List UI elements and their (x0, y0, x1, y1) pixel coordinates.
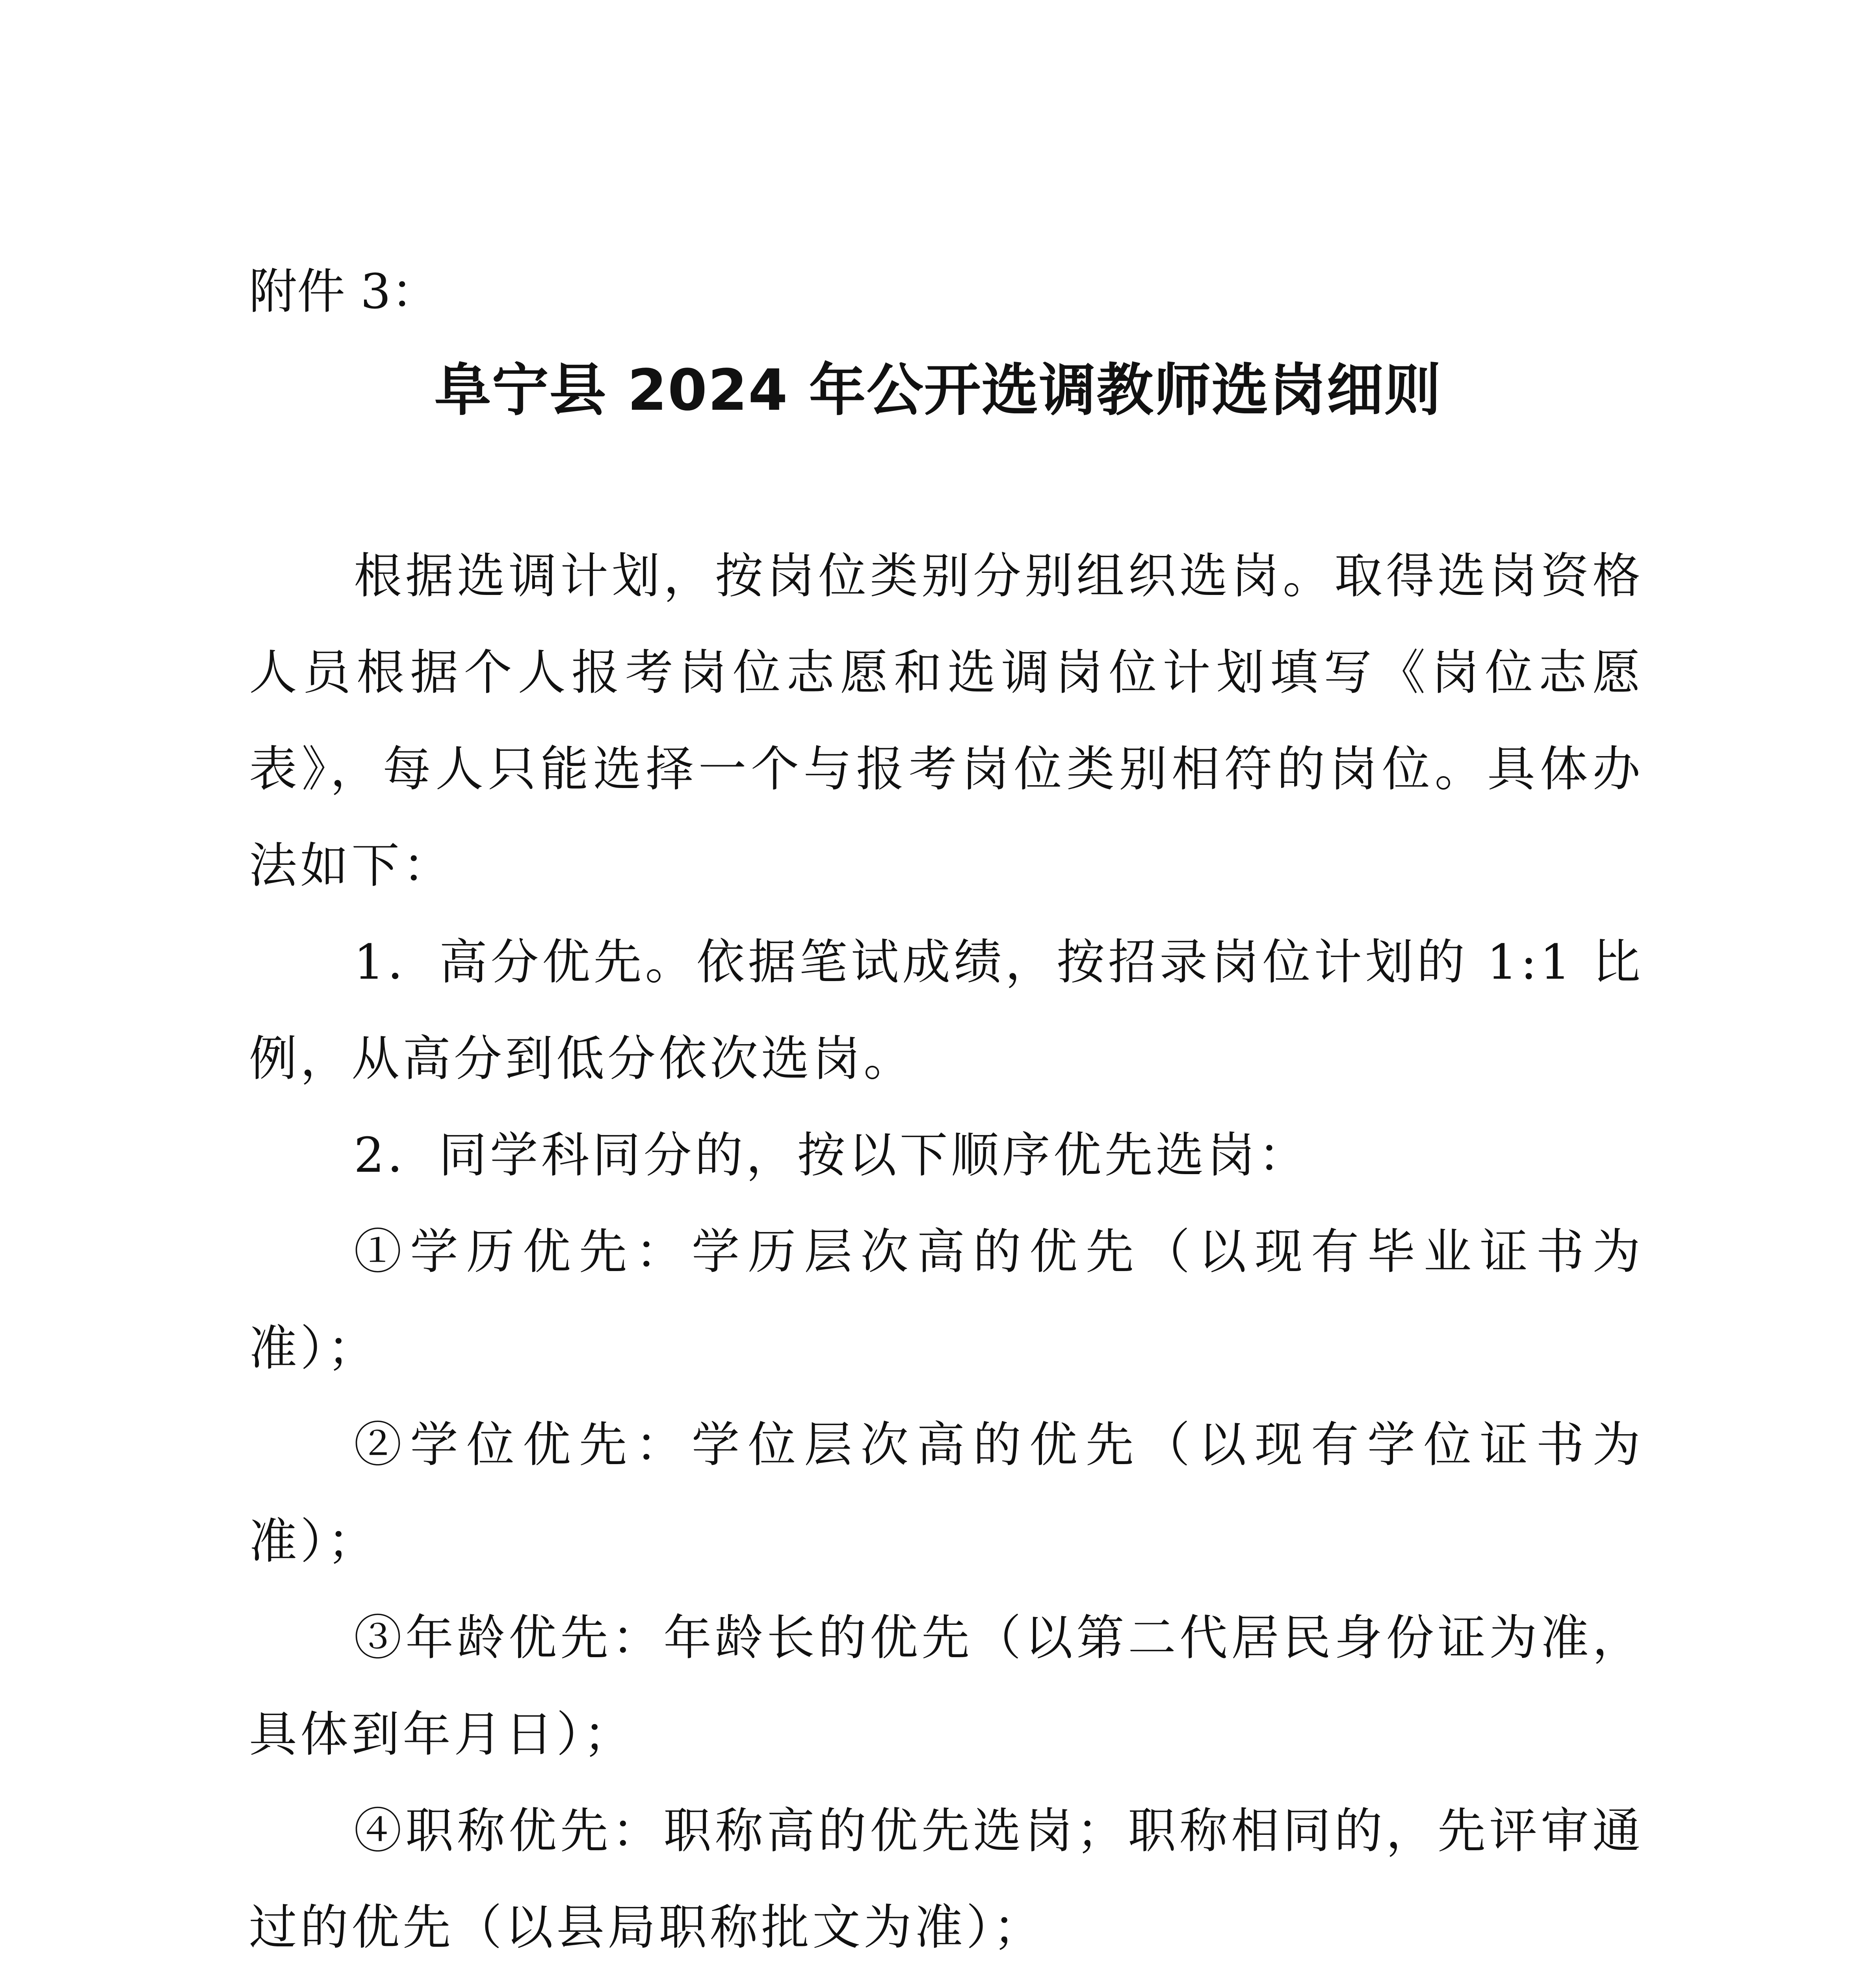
paragraph-rule-1: 1．高分优先。依据笔试成绩，按招录岗位计划的 1:1 比例，从高分到低分依次选岗。 (249, 934, 1644, 1087)
paragraph-rule-2: 2．同学科同分的，按以下顺序优先选岗： (354, 1127, 1309, 1183)
attachment-label: 附件 3： (249, 264, 439, 320)
paragraph-intro: 根据选调计划，按岗位类别分别组织选岗。取得选岗资格人员根据个人报考岗位志愿和选调岗位计划填写《岗位志愿表》，每人只能选择一个与报考岗位类别相符的岗位。具体办法如下： (249, 548, 1644, 894)
document-body (249, 528, 1644, 1970)
paragraph-age: ③年龄优先：年龄长的优先（以第二代居民身份证为准，具体到年月日）； (249, 1610, 1644, 1762)
paragraph-title-rank: ④职称优先：职称高的优先选岗；职称相同的，先评审通过的优先（以县局职称批文为准）； (249, 1803, 1644, 1955)
document-title: 阜宁县 2024 年公开选调教师选岗细则 (434, 357, 1442, 423)
paragraph-education: ①学历优先：学历层次高的优先（以现有毕业证书为准）； (249, 1224, 1644, 1376)
paragraph-degree: ②学位优先：学位层次高的优先（以现有学位证书为准）； (249, 1417, 1644, 1569)
